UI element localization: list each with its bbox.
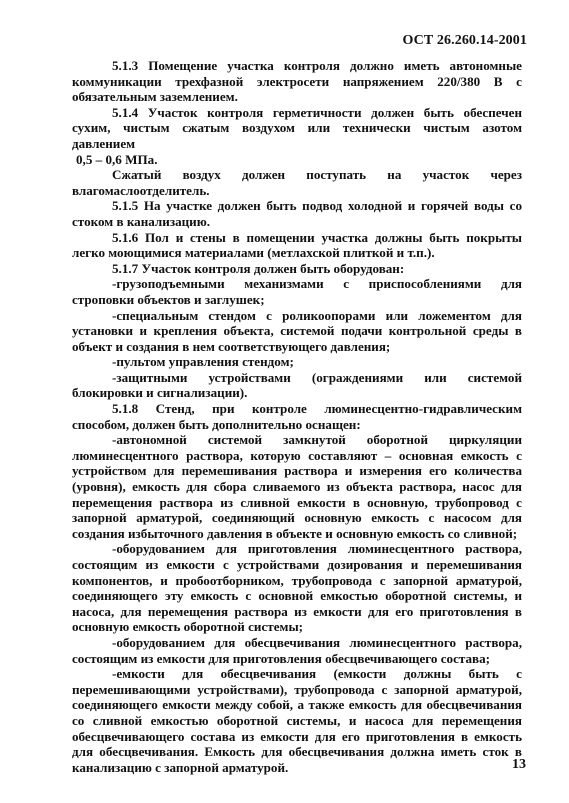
paragraph-5-1-6: 5.1.6 Пол и стены в помещении участка должны быть покрыты легко моющимися материалами (метлахской плиткой и т.п.). xyxy=(72,229,522,261)
paragraph-5-1-5: 5.1.5 На участке должен быть подвод холодной и горячей воды со стоком в канализацию. xyxy=(72,198,522,229)
document-body xyxy=(72,58,522,775)
paragraph-5-1-8: 5.1.8 Стенд, при контроле люминесцентно-гидравлическим способом, должен быть дополнительно оснащен: xyxy=(72,401,522,432)
list-item-control-panel: -пультом управления стендом; xyxy=(112,354,294,370)
list-item-circulation-system: -автономной системой замкнутой оборотной циркуляции люминесцентного раствора, которую составляют – основная емкость с устройством для перемешивания раствора и измерения его количества (уровня), емкость для сбора сливаемого из объекта раствора, насос для перемещения раствора из сливной емкости в основную, трубопровод с запорной арматурой, соединяющий основную емкость с насосом для создания избыточного давления в объекте и основную емкость со сливной; xyxy=(72,432,522,541)
paragraph-5-1-3: 5.1.3 Помещение участка контроля должно иметь автономные коммуникации трехфазной электросети напряжением 220/380 В с обязательным заземлением. xyxy=(72,58,522,105)
list-item-stand: -специальным стендом с роликоопорами или ложементом для установки и крепления объекта, системой подачи контрольной среды в объект и создания в нем соответствующего давления; xyxy=(72,307,522,354)
list-item-decolorization-equipment: -оборудованием для обесцвечивания люминесцентного раствора, состоящим из емкости для приготовления обесцвечивающего состава; xyxy=(72,634,522,666)
paragraph-5-1-7: 5.1.7 Участок контроля должен быть оборудован: xyxy=(112,260,405,276)
page-number: 13 xyxy=(512,757,526,772)
paragraph-5-1-4: 5.1.4 Участок контроля герметичности должен быть обеспечен сухим, чистым сжатым воздухом или технически чистым азотом давлением xyxy=(72,104,522,151)
paragraph-pressure-value: 0,5 – 0,6 МПа. xyxy=(76,151,158,167)
paragraph-compressed-air: Сжатый воздух должен поступать на участок через влагомаслоотделитель. xyxy=(72,167,522,198)
list-item-decolorization-tanks: -емкости для обесцвечивания (емкости должны быть с перемешивающими устройствами), трубопровода с запорной арматурой, соединяющего емкости между собой, а также емкость для обесцвечивания со сливной емкостью оборотной системы, и насоса для перемещения обесцвечивающего состава из емкости для его приготовления в емкость для обесцвечивания. Емкость для обесцвечивания должна иметь сток в канализацию с запорной арматурой. xyxy=(72,666,522,775)
list-item-lifting: -грузоподъемными механизмами с приспособлениями для строповки объектов и заглушек; xyxy=(72,276,522,307)
list-item-solution-preparation: -оборудованием для приготовления люминесцентного раствора, состоящим из емкости с устройствами дозирования и перемешивания компонентов, и пробоотборником, трубопровода с запорной арматурой, соединяющего эту емкость с основной емкостью оборотной системы, и насоса, для перемещения раствора из емкости для его приготовления в основную емкость оборотной системы; xyxy=(72,541,522,635)
list-item-protection: -защитными устройствами (ограждениями или системой блокировки и сигнализации). xyxy=(72,369,522,401)
document-code: ОСТ 26.260.14-2001 xyxy=(402,33,527,48)
